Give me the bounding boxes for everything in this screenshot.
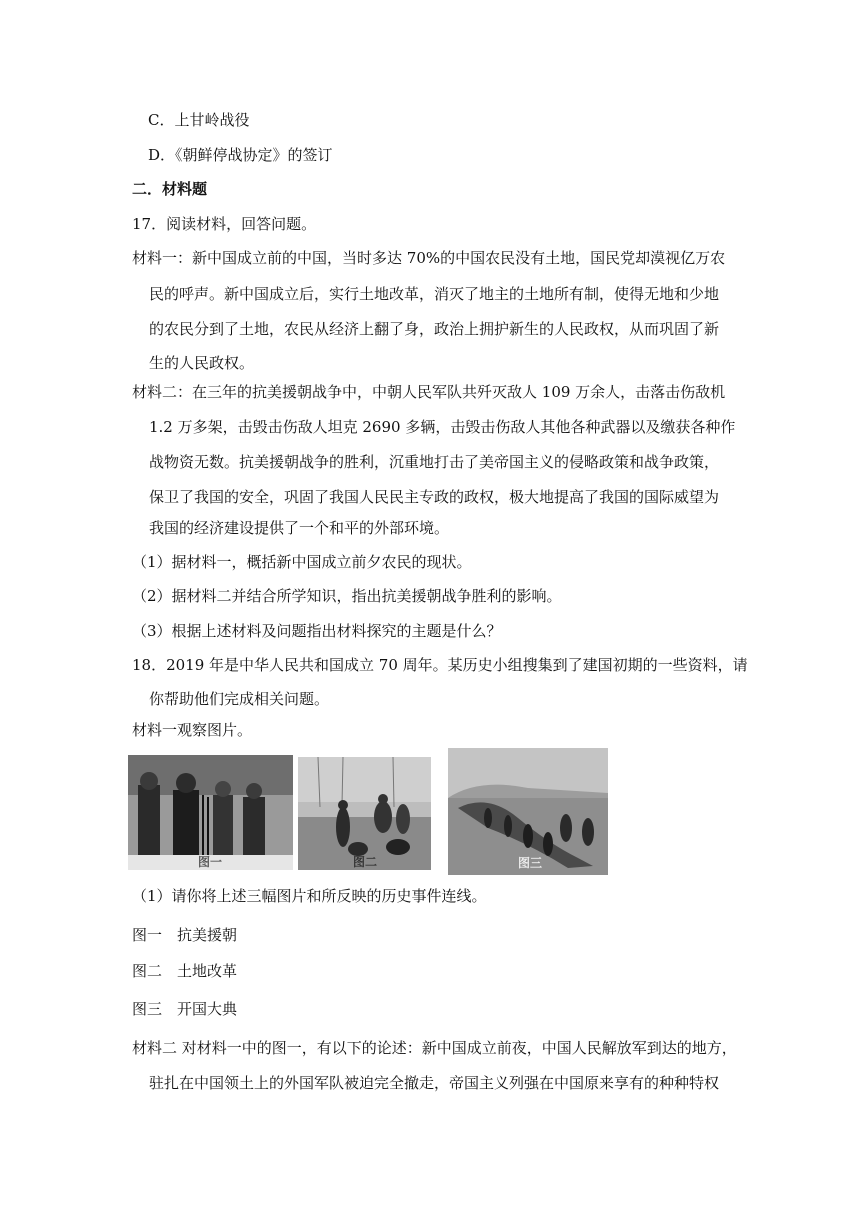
q17-question: （3）根据上述材料及问题指出材料探究的主题是什么？ [132, 622, 502, 640]
photo-2-caption: 图二 [353, 855, 378, 869]
match-line: 图一 抗美援朝 [132, 926, 238, 944]
q17-material1-line: 生的人民政权。 [149, 354, 255, 372]
q17-material1-line: 的农民分到了土地，农民从经济上翻了身，政治上拥护新生的人民政权，从而巩固了新 [149, 320, 720, 338]
q17-material2-line: 1.2 万多架，击毁击伤敌人坦克 2690 多辆，击毁击伤敌人其他各种武器以及缴获各种作 [149, 418, 736, 436]
q17-material1-line: 材料一：新中国成立前的中国，当时多达 70%的中国农民没有土地，国民党却漠视亿万农 [132, 249, 726, 267]
photo-1 [128, 755, 293, 870]
q18-material2-line: 材料二 对材料一中的图一，有以下的论述：新中国成立前夜，中国人民解放军到达的地方， [132, 1039, 737, 1057]
q18-material1-label: 材料一观察图片。 [132, 721, 253, 739]
q18-question1: （1）请你将上述三幅图片和所反映的历史事件连线。 [132, 887, 487, 905]
match-line: 图二 土地改革 [132, 962, 238, 980]
q17-material2-line: 我国的经济建设提供了一个和平的外部环境。 [149, 519, 450, 537]
option-c: C．上甘岭战役 [148, 111, 250, 129]
photo-2 [298, 757, 431, 870]
q17-material2-line: 材料二：在三年的抗美援朝战争中，中朝人民军队共歼灭敌人 109 万余人，击落击伤敌机 [132, 383, 726, 401]
photo-3 [448, 748, 608, 875]
match-line: 图三 开国大典 [132, 1000, 238, 1018]
photo-3-caption: 图三 [518, 856, 543, 870]
section-title: 二．材料题 [132, 180, 208, 198]
photo-strip [128, 745, 610, 875]
q18-stem-line: 你帮助他们完成相关问题。 [149, 690, 330, 708]
q17-material1-line: 民的呼声。新中国成立后，实行土地改革，消灭了地主的土地所有制，使得无地和少地 [149, 285, 720, 303]
q17-question: （1）据材料一，概括新中国成立前夕农民的现状。 [132, 553, 472, 571]
q18-stem-line: 18．2019 年是中华人民共和国成立 70 周年。某历史小组搜集到了建国初期的一些资料，请 [132, 656, 748, 674]
q17-question: （2）据材料二并结合所学知识，指出抗美援朝战争胜利的影响。 [132, 587, 562, 605]
option-d: D．《朝鲜停战协定》的签订 [148, 146, 333, 164]
q17-stem: 17．阅读材料，回答问题。 [132, 215, 317, 233]
q18-material2-line: 驻扎在中国领土上的外国军队被迫完全撤走，帝国主义列强在中国原来享有的种种特权 [149, 1074, 720, 1092]
q17-material2-line: 战物资无数。抗美援朝战争的胜利，沉重地打击了美帝国主义的侵略政策和战争政策， [149, 453, 720, 471]
q17-material2-line: 保卫了我国的安全，巩固了我国人民民主专政的政权，极大地提高了我国的国际威望为 [149, 488, 720, 506]
photo-1-caption: 图一 [198, 855, 223, 869]
